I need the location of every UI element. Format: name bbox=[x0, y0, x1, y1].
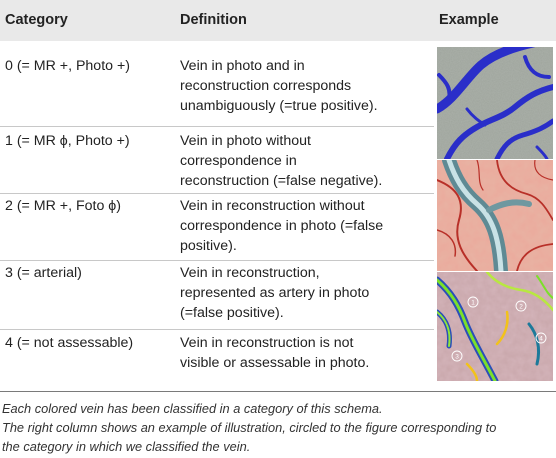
reconstruction-vein-image bbox=[437, 47, 553, 159]
marker-label: 4 bbox=[539, 335, 543, 343]
header-example: Example bbox=[439, 12, 499, 28]
row-1-definition-line: reconstruction (=false negative). bbox=[180, 173, 383, 189]
header-definition: Definition bbox=[180, 12, 247, 28]
row-1-category: 1 (= MR ϕ, Photo +) bbox=[5, 133, 130, 149]
header-category: Category bbox=[5, 12, 68, 28]
annotated-veins-image bbox=[437, 272, 553, 381]
row-1-definition bbox=[180, 131, 382, 191]
row-4-category: 4 (= not assessable) bbox=[5, 335, 134, 351]
row-3-category: 3 (= arterial) bbox=[5, 265, 82, 281]
row-3-definition-line: Vein in reconstruction, bbox=[180, 265, 320, 281]
row-divider bbox=[0, 329, 434, 330]
row-divider bbox=[0, 193, 434, 194]
row-4-definition-line: visible or assessable in photo. bbox=[180, 355, 370, 371]
row-divider bbox=[0, 260, 434, 261]
row-0-definition-line: reconstruction corresponds bbox=[180, 78, 352, 94]
row-3-definition bbox=[180, 263, 369, 323]
row-2-category: 2 (= MR +, Foto ϕ) bbox=[5, 198, 121, 214]
row-2-definition bbox=[180, 196, 383, 256]
table-bottom-rule bbox=[0, 391, 556, 392]
row-3-definition-line: (=false positive). bbox=[180, 305, 284, 321]
row-0-definition bbox=[180, 56, 378, 116]
marker-label: 3 bbox=[455, 353, 459, 361]
row-1-definition-line: correspondence in bbox=[180, 153, 297, 169]
row-0-category: 0 (= MR +, Photo +) bbox=[5, 58, 130, 74]
marker-label: 1 bbox=[471, 299, 475, 307]
table-caption bbox=[2, 399, 554, 456]
row-2-definition-line: Vein in reconstruction without bbox=[180, 198, 365, 214]
row-divider bbox=[0, 126, 434, 127]
row-4-definition bbox=[180, 333, 369, 373]
row-0-definition-line: Vein in photo and in bbox=[180, 58, 305, 74]
example-images bbox=[437, 47, 553, 381]
caption-line: Each colored vein has been classified in a category of this schema. bbox=[2, 401, 383, 416]
brain-surface-photo-image bbox=[437, 160, 553, 271]
marker-label: 2 bbox=[519, 303, 523, 311]
caption-line: the category in which we classified the vein. bbox=[2, 439, 251, 454]
row-4-definition-line: Vein in reconstruction is not bbox=[180, 335, 354, 351]
caption-line: The right column shows an example of illustration, circled to the figure corresponding to bbox=[2, 420, 497, 435]
row-1-definition-line: Vein in photo without bbox=[180, 133, 311, 149]
row-2-definition-line: correspondence in photo (=false bbox=[180, 218, 384, 234]
row-2-definition-line: positive). bbox=[180, 238, 237, 254]
row-3-definition-line: represented as artery in photo bbox=[180, 285, 370, 301]
row-0-definition-line: unambiguously (=true positive). bbox=[180, 98, 378, 114]
